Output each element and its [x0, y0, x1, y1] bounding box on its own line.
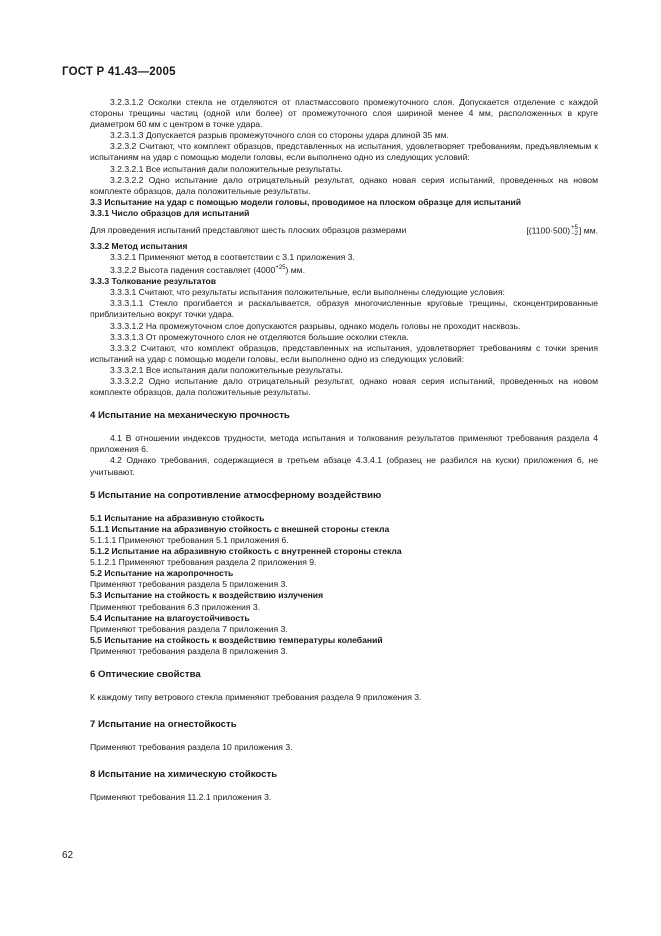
paragraph-3-3-1 — [90, 225, 598, 237]
heading-5-1-1: 5.1.1 Испытание на абразивную стойкость с внешней стороны стекла — [90, 523, 390, 534]
paragraph-6: К каждому типу ветрового стекла применяют требования раздела 9 приложения 3. — [90, 692, 422, 703]
tolerance-fraction: +5 −2 — [571, 225, 579, 238]
heading-3-3-3: 3.3.3 Толкование результатов — [90, 276, 217, 287]
heading-5-5: 5.5 Испытание на стойкость к воздействию температуры колебаний — [90, 634, 383, 645]
paragraph-3-3-3-2: 3.3.3.2 Считают, что комплект образцов, представленных на испытания, удовлетворяет требованиям с точки зрения испытаний на удар с помощью модели головы, если выполнено одно из следующих условий: — [90, 342, 598, 364]
page-number: 62 — [62, 850, 74, 861]
section-4-title: 4 Испытание на механическую прочность — [90, 410, 290, 422]
dimension-formula: [(1100·500) +5 −2 ] мм. — [526, 225, 598, 238]
paragraph-3-3-2-2: 3.3.2.2 Высота падения составляет $(4000^{+25})$ мм. — [110, 265, 305, 276]
section-8-title: 8 Испытание на химическую стойкость — [90, 769, 278, 781]
paragraph-5-5: Применяют требования раздела 8 приложения 3. — [90, 645, 288, 656]
paragraph-3-3-3-1: 3.3.3.1 Считают, что результаты испытания положительные, если выполнены следующие условия: — [110, 287, 505, 298]
heading-5-4: 5.4 Испытание на влагоустойчивость — [90, 612, 250, 623]
section-5-title: 5 Испытание на сопротивление атмосферному воздействию — [90, 489, 382, 501]
heading-5-2: 5.2 Испытание на жаропрочность — [90, 568, 234, 579]
paragraph-3-3-3-2-1: 3.3.3.2.1 Все испытания дали положительные результаты. — [110, 364, 343, 375]
paragraph-3-3-3-1-1: 3.3.3.1.1 Стекло прогибается и раскалывается, образуя многочисленные круговые трещины, сконцентрированные приблизительно вокруг точки удара. — [90, 298, 598, 320]
paragraph-3-3-3-2-2: 3.3.3.2.2 Одно испытание дало отрицательный результат, однако новая серия испытаний, проведенных на новом комплекте образцов, дала положительные результаты. — [90, 376, 598, 398]
paragraph-4-2: 4.2 Однако требования, содержащиеся в третьем абзаце 4.3.4.1 (образец не разбился на куски) приложения 6, не учитывают. — [90, 455, 598, 477]
paragraph-5-1-2-1: 5.1.2.1 Применяют требования раздела 2 приложения 9. — [90, 557, 317, 568]
heading-5-1: 5.1 Испытание на абразивную стойкость — [90, 512, 265, 523]
paragraph-5-1-1-1: 5.1.1.1 Применяют требования 5.1 приложения 6. — [90, 534, 289, 545]
paragraph-3-3-3-1-2: 3.3.3.1.2 На промежуточном слое допускаются разрывы, однако модель головы не проходит насквозь. — [110, 320, 521, 331]
paragraph-3-3-2-1: 3.3.2.1 Применяют метод в соответствии с 3.1 приложения 3. — [110, 252, 355, 263]
heading-5-1-2: 5.1.2 Испытание на абразивную стойкость с внутренней стороны стекла — [90, 546, 402, 557]
paragraph-4-1: 4.1 В отношении индексов трудности, метода испытания и толкования результатов применяют требования раздела 4 приложения 6. — [90, 433, 598, 455]
paragraph-3-2-3-2-2: 3.2.3.2.2 Одно испытание дало отрицательный результат, однако новая серия испытаний, проведенных на новом комплекте образцов, дала положительные результаты. — [90, 174, 598, 196]
paragraph-5-3: Применяют требования 6.3 приложения 3. — [90, 601, 261, 612]
paragraph-3-2-3-1-3: 3.2.3.1.3 Допускается разрыв промежуточного слоя со стороны удара длиной 35 мм. — [110, 130, 449, 141]
paragraph-3-2-3-1-2: 3.2.3.1.2 Осколки стекла не отделяются от пластмассового промежуточного слоя. Допускается отделение с каждой стороны трещины частиц (одной или более) от промежуточного слоя шириной менее 4 мм, расположенных в круге диаметром 60 мм с центром в точке удара. — [90, 97, 598, 130]
section-7-title: 7 Испытание на огнестойкость — [90, 719, 237, 731]
page-content — [90, 97, 598, 804]
paragraph-5-4: Применяют требования раздела 7 приложения 3. — [90, 623, 288, 634]
paragraph-7: Применяют требования раздела 10 приложения 3. — [90, 742, 293, 753]
paragraph-5-2: Применяют требования раздела 5 приложения 3. — [90, 579, 288, 590]
heading-3-3-1: 3.3.1 Число образцов для испытаний — [90, 207, 250, 218]
heading-5-3: 5.3 Испытание на стойкость к воздействию излучения — [90, 590, 324, 601]
paragraph-3-3-1-text: Для проведения испытаний представляют шесть плоских образцов размерами — [90, 225, 407, 236]
paragraph-3-2-3-2-1: 3.2.3.2.1 Все испытания дали положительные результаты. — [110, 163, 343, 174]
paragraph-3-3-3-1-3: 3.3.3.1.3 От промежуточного слоя не отделяются большие осколки стекла. — [110, 331, 409, 342]
section-6-title: 6 Оптические свойства — [90, 668, 201, 680]
heading-3-3: 3.3 Испытание на удар с помощью модели головы, проводимое на плоском образце для испытаний — [90, 196, 522, 207]
paragraph-3-2-3-2: 3.2.3.2 Считают, что комплект образцов, представленных на испытания, удовлетворяет требованиям, предъявляемым к испытаниям на удар с помощью модели головы, если выполнено одно из следующих условий: — [90, 141, 598, 163]
paragraph-8: Применяют требования 11.2.1 приложения 3. — [90, 792, 272, 803]
heading-3-3-2: 3.3.2 Метод испытания — [90, 241, 188, 252]
document-header: ГОСТ Р 41.43—2005 — [62, 66, 176, 78]
